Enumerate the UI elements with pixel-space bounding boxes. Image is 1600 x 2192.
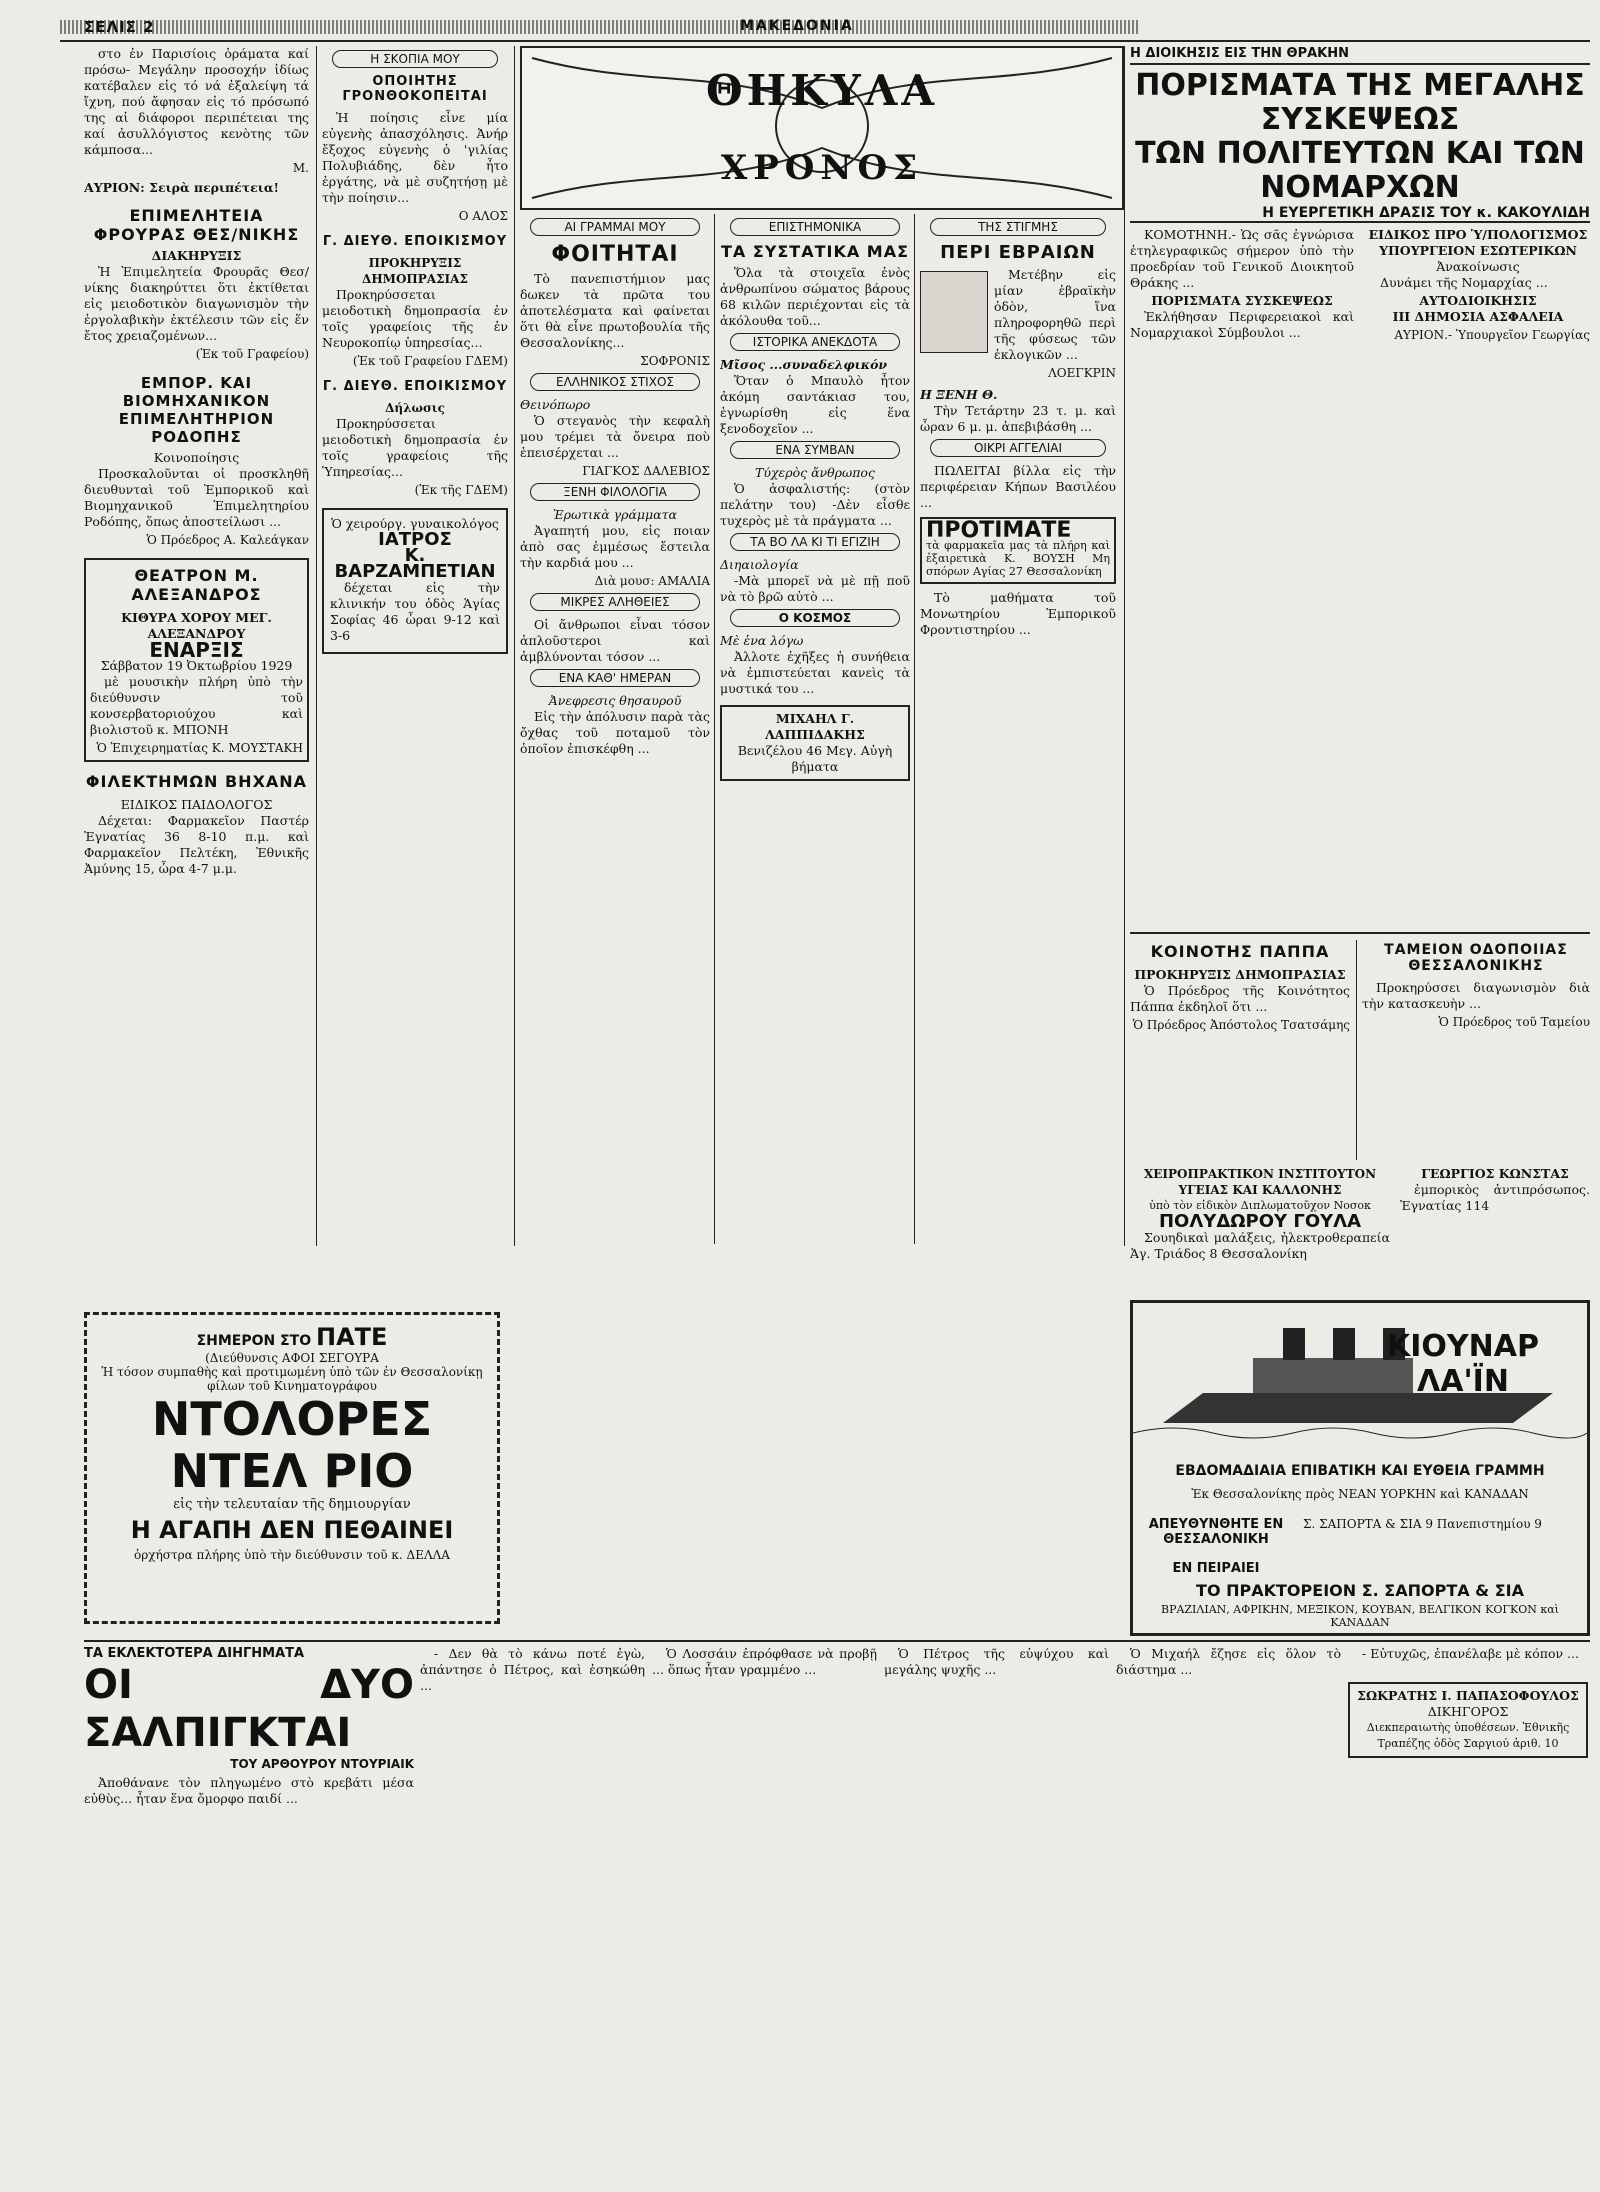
koinotis-subtitle: ΠΡΟΚΗΡΥΞΙΣ ΔΗΜΟΠΡΑΣΙΑΣ <box>1134 967 1346 982</box>
pate-direction: (Διεύθυνσις ΑΦΟΙ ΣΕΓΟΥΡΑ <box>205 1351 379 1365</box>
porismata-head: ΠΟΡΙΣΜΑΤΑ ΣΥΣΚΕΨΕΩΣ <box>1151 293 1333 308</box>
article-text: ΚΟΜΟΤΗΝΗ.- Ὡς σᾶς ἐγνώρισα ἐτηλεγραφικῶς σήμερον ὑπὸ τὴν προεδρίαν τοῦ Γενικοῦ Διοικητοῦ Θράκης ... <box>1130 227 1354 290</box>
hist-text: Ὅταν ὁ Μπαυλὸ ἦτον ἀκόμη σαντάκιασ του, ἐγνωρίσθη εἰς ἕνα ξενοδοχεῖον ... <box>720 373 910 436</box>
ypourg-text: Δυνάμει τῆς Νομαρχίας ... <box>1380 275 1548 290</box>
article-text: στο ἐν Παρισίοις ὁράματα καί πρόσω- Μεγάλην προσοχήν ἰδίως κατέβαλεν εἰς τό νά ἐξαλείψη τά ἴχνη, πού ἄφησαν εἰς τό πρόσωπό της αἱ διάφοροι περιπέτειαι της καί ἀσυλλόγιστος κενὸτης τῶν κάμποσα... <box>84 46 309 157</box>
big-headline-1: ΠΟΡΙΣΜΑΤΑ ΤΗΣ ΜΕΓΑΛΗΣ ΣΥΣΚΕΨΕΩΣ <box>1135 68 1585 137</box>
notice-text: Ἡ Ἐπιμελητεία Φρουρᾶς Θεσ/νίκης διακηρύττει ὅτι ἐκτίθεται εἰς μειοδοτικὸν διαγωνισμὸν τὴν ἐργολαβικὴν ἐκτέλεσιν τῶν εἰς ἕν ἔτος χρειαζομένων... <box>84 264 309 343</box>
column-divider <box>1124 46 1125 1246</box>
header-rule-line <box>60 40 1590 42</box>
chamber-signature: Ὁ Πρόεδρος Α. Καλεάγκαν <box>146 533 309 547</box>
story-kicker: ΤΑ ΕΚΛΕΚΤΟΤΕΡΑ ΔΙΗΓΗΜΑΤΑ <box>84 1646 305 1661</box>
portrait-image <box>920 271 988 353</box>
column-divider <box>1356 940 1357 1160</box>
xeir-text: Σουηδικαὶ μαλάξεις, ἠλεκτροθεραπεία Ἁγ. Τριάδος 8 Θεσσαλονίκη <box>1130 1230 1390 1261</box>
theatre-line1: ΚΙΘΥΡΑ ΧΟΡΟΥ ΜΕΓ. ΑΛΕΞΑΝΔΡΟΥ <box>121 610 272 641</box>
eidikos-head: ΕΙΔΙΚΟΣ ΠΡΟ Ὑ/ΠΟΛΟΓΙΣΜΟΣ <box>1368 227 1588 242</box>
doctor-text: δέχεται εἰς τὴν κλινικήν του ὁδὸς Ἁγίας Σοφίας 46 ὧραι 9-12 καὶ 3-6 <box>330 580 500 643</box>
pate-cinema-name: ΠΑΤΕ <box>315 1323 388 1351</box>
doctor-title: ΙΑΤΡΟΣ <box>378 529 452 550</box>
doctor-name: Κ. ΒΑΡΖΑΜΠΕΤΙΑΝ <box>334 545 496 582</box>
koinotis-signature: Ὁ Πρόεδρος Ἀπόστολος Τσατσάμης <box>1132 1018 1350 1032</box>
column-1 <box>84 46 309 1266</box>
verse-title: Θεινόπωρο <box>520 397 591 412</box>
article-signature: Ο ΑΛΟΣ <box>458 209 508 223</box>
ypourg-signature: ΑΥΡΙΟΝ.- Ὑπουργεῖον Γεωργίας <box>1394 328 1590 342</box>
chamber-subtitle: Κοινοποίησις <box>153 450 240 465</box>
newspaper-name: ΜΑΚΕΔΟΝΙΑ <box>740 18 854 34</box>
section-head: ΕΠΙΣΤΗΜΟΝΙΚΑ <box>730 218 900 236</box>
page-header <box>0 0 1600 36</box>
xenth-text: Τὴν Τετάρτην 23 τ. μ. καὶ ὧραν 6 μ. μ. ἀπεβιβάσθη ... <box>920 403 1116 434</box>
hist-head: ΙΣΤΟΡΙΚΑ ΑΝΕΚΔΟΤΑ <box>730 333 900 351</box>
lawyer-ad <box>720 705 910 781</box>
verse-head: ΕΛΛΗΝΙΚΟΣ ΣΤΙΧΟΣ <box>530 373 700 391</box>
article-title: ΦΟΙΤΗΤΑΙ <box>551 242 679 267</box>
article-text: Ἡ ποίησις εἶνε μία εὐγενὴς ἀπασχόλησις. Ἀνήρ ἔξοχος εὐγενὴς ὁ 'γιλίας Πολυβιάδης, δὲν ἦτο ἐργάτης, νὰ μὲ συζητήσῃ μὲ τὴν ποίησιν... <box>322 110 508 205</box>
chamber-title: ΕΜΠΟΡ. ΚΑΙ ΒΙΟΜΗΧΑΝΙΚΟΝ ΕΠΙΜΕΛΗΤΗΡΙΟΝ ΡΟΔΟΠΗΣ <box>118 374 275 446</box>
xen-signature: Διὰ μουσ: ΑΜΑΛΙΑ <box>594 574 710 588</box>
section-rule <box>1130 932 1590 934</box>
banner-title: ΘΗΚΥΛΑ <box>706 66 938 115</box>
dim-title: Γ. ΔΙΕΥΘ. ΕΠΟΙΚΙΣΜΟΥ <box>322 234 508 249</box>
column-6 <box>1130 46 1590 926</box>
star-name-2: ΝΤΕΛ ΡΙΟ <box>170 1444 414 1498</box>
story-column-6 <box>1348 1646 1588 2186</box>
story-paragraph: - Δεν θὰ τὸ κάνω ποτέ ἐγὼ, ἀπάντησε ὁ Πέτρος, καὶ ἐσηκώθη ... <box>420 1646 645 1693</box>
xenp-head: ΕΝΑ ΣΥΜΒΑΝ <box>730 441 900 459</box>
column-2 <box>322 46 508 1306</box>
story-column-5 <box>1116 1646 1341 2186</box>
column-head: Η ΣΚΟΠΙΑ ΜΟΥ <box>332 50 498 68</box>
xenp-text: Ὁ ἀσφαλιστής: (στὸν πελάτην του) -Δὲν εἶσθε τυχερὸς μὲ τὰ πράγματα ... <box>720 481 910 528</box>
doctor-specialty: ΕΙΔΙΚΟΣ ΠΑΙΔΟΛΟΓΟΣ <box>120 797 273 812</box>
story-paragraph: Ὁ Μιχαήλ ἔζησε εἰς ὅλον τὸ διάστημα ... <box>1116 1646 1341 1677</box>
lawyer-card-name: ΣΩΚΡΑΤΗΣ Ι. ΠΑΠΑΣΟΦΟΥΛΟΣ <box>1357 1688 1579 1703</box>
mikres-head: ΜΙΚΡΕΣ ΑΛΗΘΕΙΕΣ <box>530 593 700 611</box>
lawyer-card <box>1348 1682 1588 1758</box>
story-column-4 <box>884 1646 1109 2186</box>
dim2-signature: (Ἐκ τῆς ΓΔΕΜ) <box>414 483 508 497</box>
top-line: Η ΔΙΟΙΚΗΣΙΣ ΕΙΣ ΤΗΝ ΘΡΑΚΗΝ <box>1130 46 1590 65</box>
ypourg-head: ΥΠΟΥΡΓΕΙΟΝ ΕΣΩΤΕΡΙΚΩΝ <box>1379 243 1577 258</box>
xeir-name: ΠΟΛΥΔΩΡΟΥ ΓΟΥΛΑ <box>1158 1211 1362 1232</box>
pate-today <box>87 1323 497 1351</box>
dim-text: Προκηρύσσεται μειοδοτικὴ δημοπρασία ἐν τοῖς γραφείοις τῆς ἐν Νευροκοπίῳ ὑπηρεσίας... <box>322 287 508 350</box>
theatre-text: μὲ μουσικὴν πλήρη ὑπὸ τὴν διεύθυνσιν τοῦ κονσερβατοριούχου καὶ βιολιστοῦ κ. ΜΠΟΝΗ <box>90 674 303 737</box>
kosmos-title: Μὲ ἐνα λόγω <box>720 633 804 648</box>
section-head: ΑΙ ΓΡΑΜΜΑΙ ΜΟΥ <box>530 218 700 236</box>
article-title: ΠΕΡΙ ΕΒΡΑΙΩΝ <box>940 242 1096 263</box>
ship-title: ΚΙΟΥΝΑΡ ΛΑ'ΪΝ <box>1387 1329 1539 1399</box>
agents-right: Σ. ΣΑΠΟΡΤΑ & ΣΙΑ 9 Πανεπιστημίου 9 <box>1303 1517 1542 1531</box>
lawyer-card-title: ΔΙΚΗΓΟΡΟΣ <box>1427 1704 1509 1719</box>
story-paragraph: Ὁ Λοσσάιν ἐπρόφθασε νὰ προβῇ ... ὅπως ἦταν γραμμένο ... <box>652 1646 877 1677</box>
hist-title: Μῖσος ...συναδελφικόν <box>720 357 888 372</box>
lawyer-address: Βενιζέλου 46 Μεγ. Αὐγὴ βήματα <box>737 743 893 774</box>
dim2-text: Προκηρύσσεται μειοδοτικὴ δημοπρασία ἐν τοῖς γραφείοις τῆς Ὑπηρεσίας... <box>322 416 508 479</box>
protimate-ad <box>920 517 1116 584</box>
konstas-text: ἐμπορικὸς ἀντιπρόσωπος. Ἐγνατίας 114 <box>1400 1182 1590 1213</box>
konstas-ad <box>1400 1166 1590 1296</box>
article-text: Ὅλα τὰ στοιχεῖα ἐνὸς ἀνθρωπίνου σώματος βάρους 68 κιλῶν περιέχονται εἰς τὰ ἀκόλουθα τοῦ... <box>720 265 910 328</box>
doctor-text: Δέχεται: Φαρμακεῖον Παστέρ Ἐγνατίας 36 8-10 π.μ. καὶ Φαρμακεῖον Πελτέκη, Ἐθνικῆς Ἀμύνης 15, ὧρα 4-7 μ.μ. <box>84 813 309 876</box>
lawyer-card-text: Διεκπεραιωτὴς ὑποθέσεων. Ἐθνικῆς Τραπέζης ὁδὸς Σαργιού ἀριθ. 10 <box>1366 1721 1570 1750</box>
ena-head: ΕΝΑ ΚΑΘ' ΗΜΕΡΑΝ <box>530 669 700 687</box>
koinotis-title: ΚΟΙΝΟΤΗΣ ΠΑΠΠΑ <box>1150 942 1330 961</box>
page-label: ΣΕΛΙΣ 2 <box>84 18 155 36</box>
big-headline-2: ΤΩΝ ΠΟΛΙΤΕΥΤΩΝ ΚΑΙ ΤΩΝ ΝΟΜΑΡΧΩΝ <box>1135 136 1585 205</box>
praktoreion: ΤΟ ΠΡΑΚΤΟΡΕΙΟΝ Σ. ΣΑΠΟΡΤΑ & ΣΙΑ <box>1196 1581 1524 1600</box>
tameion-title: ΤΑΜΕΙΟΝ ΟΔΟΠΟΙΙΑΣ ΘΕΣΣΑΛΟΝΙΚΗΣ <box>1384 942 1568 974</box>
chiropractic-ad <box>1130 1166 1390 1296</box>
kosmos-head: Ο ΚΟΣΜΟΣ <box>730 609 900 627</box>
tameion-signature: Ὁ Πρόεδρος τοῦ Ταμείου <box>1438 1015 1590 1029</box>
chamber-text: Προσκαλοῦνται οἱ προσκληθῆ διευθυνταὶ τοῦ Ἐμπορικοῦ καὶ Βιομηχανικοῦ Ἐπιμελητηρίου Ροδόπης, ὅπως ἀποστείλωσι ... <box>84 466 309 529</box>
star-name-1: ΝΤΟΛΟΡΕΣ <box>151 1392 433 1446</box>
kosmos-text: Ἀλλοτε ἐχῆξες ἡ συνήθεια νὰ ἐμπιστεύεται κανεὶς τὰ μυστικά του ... <box>720 649 910 696</box>
xenp2-text: -Μὰ μπορεῖ νὰ μὲ πῇ ποῦ νὰ τὸ βρῶ αὐτὸ ... <box>720 573 910 604</box>
theatre-title: ΘΕΑΤΡΟΝ Μ. ΑΛΕΞΑΝΔΡΟΣ <box>131 566 262 604</box>
theatre-signature: Ὁ Ἐπιχειρηματίας Κ. ΜΟΥΣΤΑΚΗ <box>96 741 303 755</box>
xen-text: Ἀγαπητή μου, εἰς ποιαν ἀπὸ σας ἐμμέσως ἔστειλα τὴν καρδιά μου ... <box>520 523 710 570</box>
ship-text: Ἐκ Θεσσαλονίκης πρὸς ΝΕΑΝ ΥΟΡΚΗΝ καὶ ΚΑΝΑΔΑΝ <box>1191 1487 1529 1501</box>
dim2-title: Γ. ΔΙΕΥΘ. ΕΠΟΙΚΙΣΜΟΥ <box>322 379 508 394</box>
ship-subtitle: ΕΒΔΟΜΑΔΙΑΙΑ ΕΠΙΒΑΤΙΚΗ ΚΑΙ ΕΥΘΕΙΑ ΓΡΑΜΜΗ <box>1175 1463 1545 1479</box>
column-5 <box>920 214 1116 1254</box>
koinotis-text: Ὁ Πρόεδρος τῆς Κοινότητος Πάππα ἐκδηλοῖ ὅτι ... <box>1130 983 1350 1014</box>
article-title: ΟΠΟΙΗΤΗΣ ΓΡΟΝΘΟΚΟΠΕΙΤΑΙ <box>342 74 488 104</box>
section-head: ΤΗΣ ΣΤΙΓΜΗΣ <box>930 218 1106 236</box>
peiraieus: ΕΝ ΠΕΙΡΑΙΕΙ <box>1172 1561 1260 1576</box>
story-author: ΤΟΥ ΑΡΘΟΥΡΟΥ ΝΤΟΥΡΙΑΙΚ <box>230 1757 414 1771</box>
mikres-text: Οἱ ἄνθρωποι εἶναι τόσον ἀπλοῦστεροι καὶ ἀμβλύνονται τόσον ... <box>520 617 710 664</box>
ikria-head: ΟΙΚΡΙ ΑΓΓΕΛΙΑΙ <box>930 439 1106 457</box>
theatre-date: Σάββατον 19 Ὀκτωβρίου 1929 <box>100 658 293 673</box>
notice-title: ΕΠΙΜΕΛΗΤΕΙΑ ΦΡΟΥΡΑΣ ΘΕΣ/ΝΙΚΗΣ <box>93 206 300 244</box>
lawyer-name: ΜΙΧΑΗΛ Γ. ΛΑΠΠΙΔΑΚΗΣ <box>765 711 865 742</box>
dim-signature: (Ἐκ τοῦ Γραφείου ΓΔΕΜ) <box>352 354 508 368</box>
article-columns <box>1130 227 1590 343</box>
xen-title: Ἐρωτικὰ γράμματα <box>553 507 677 522</box>
theatre-line2: ΕΝΑΡΞΙΣ <box>149 638 244 662</box>
tameion-text: Προκηρύσσει διαγωνισμὸν διὰ τὴν κατασκευὴν ... <box>1362 980 1590 1011</box>
dim2-subtitle: Δήλωσις <box>385 401 445 415</box>
pate-line-2: εἰς τὴν τελευταίαν τῆς δημιουργίαν <box>173 1497 411 1512</box>
xenth-head: Η ΞΕΝΗ Θ. <box>920 387 998 402</box>
story-paragraph: Ὁ Πέτρος τῆς εὐψύχου καὶ μεγάλης ψυχῆς ... <box>884 1646 1109 1677</box>
dim-subtitle: ΠΡΟΚΗΡΥΞΙΣ ΔΗΜΟΠΡΑΣΙΑΣ <box>362 256 468 286</box>
pate-cinema-ad <box>84 1312 500 1624</box>
verse-signature: ΓΙΑΓΚΟΣ ΔΑΛΕΒΙΟΣ <box>582 464 710 478</box>
signature: Μ. <box>292 161 309 175</box>
column-3 <box>520 214 710 1254</box>
doctor-intro: Ὁ χειρούργ. γυναικολόγος <box>331 516 499 531</box>
ikria-text: ΠΩΛΕΙΤΑΙ βίλλα εἰς τὴν περιφέρειαν Κήπων Βασιλέου ... <box>920 463 1116 510</box>
story-column-3 <box>652 1646 877 2186</box>
pate-today-label: ΣΗΜΕΡΟΝ ΣΤΟ <box>196 1333 312 1349</box>
column-divider <box>316 46 317 1246</box>
article-text: Μετέβην εἰς μίαν ἑβραϊκὴν ὁδὸν, ἵνα πληροφορηθῶ περὶ τῆς φύσεως τῶν ἐκλογικῶν ... <box>994 267 1116 362</box>
xenp2-head: ΤΑ ΒΟ ΛΑ ΚΙ ΤΙ ΕΓΙΖΙΗ <box>730 533 900 551</box>
story-title: ΟΙ ΔΥΟ ΣΑΛΠΙΓΚΤΑΙ <box>84 1662 414 1756</box>
theatre-ad <box>84 558 309 762</box>
ena-title: Ἀνεφρεσις θησαυροῦ <box>548 693 682 708</box>
tameion-notice <box>1362 940 1590 1160</box>
rest-text: Τὸ μαθήματα τοῦ Μονωτηρίου Ἐμπορικοῦ Φροντιστηρίου ... <box>920 590 1116 637</box>
xeir-subtitle: ὑπὸ τὸν εἰδικὸν Διπλωματοῦχον Νοσοκ <box>1149 1199 1371 1212</box>
column-divider <box>514 46 515 1246</box>
story-paragraph: Ἀποθάνανε τὸν πληγωμένο στὸ κρεβάτι μέσα εὐθὺς... ἦταν ἕνα ὄμορφο παιδί ... <box>84 1775 414 1806</box>
article-signature: ΣΟΦΡΟΝΙΣ <box>640 354 710 368</box>
banner-subtitle: ΧΡΟΝΟΣ <box>720 148 924 188</box>
auto-head: ΑΥΤΟΔΙΟΙΚΗΣΙΣ <box>1419 293 1537 308</box>
konstas-name: ΓΕΩΡΓΙΟΣ ΚΩΝΣΤΑΣ <box>1421 1166 1569 1181</box>
ygeia-head: ΙΙΙ ΔΗΜΟΣΙΑ ΑΣΦΑΛΕΙΑ <box>1392 309 1564 324</box>
article-title: ΤΑ ΣΥΣΤΑΤΙΚΑ ΜΑΣ <box>720 242 910 261</box>
doctor-box <box>322 508 508 654</box>
story-column-1 <box>84 1646 414 2186</box>
film-title: Η ΑΓΑΠΗ ΔΕΝ ΠΕΘΑΙΝΕΙ <box>130 1516 454 1544</box>
ena-text: Εἰς τὴν ἀπόλυσιν παρὰ τὰς ὄχθας τοῦ ποταμοῦ τὸν ὁποῖον ἐπισκέφθη ... <box>520 709 710 756</box>
header-rule <box>60 20 1140 34</box>
xeir-title: ΧΕΙΡΟΠΡΑΚΤΙΚΟΝ ΙΝΣΤΙΤΟΥΤΟΝ ΥΓΕΙΑΣ ΚΑΙ ΚΑΛΛΟΝΗΣ <box>1143 1167 1377 1197</box>
article-text-2: Ἐκλήθησαν Περιφερειακοὶ καὶ Νομαρχιακοὶ Σύμβουλοι ... <box>1130 309 1354 340</box>
doctor-ad <box>84 772 309 877</box>
column-divider <box>714 214 715 1244</box>
pate-line-3: ὀρχήστρα πλήρης ὑπὸ τὴν διεύθυνσιν τοῦ κ. ΔΕΛΛΑ <box>134 1548 450 1562</box>
ship-ad <box>1130 1300 1590 1636</box>
center-banner <box>520 46 1124 210</box>
praktoreion-text: ΒΡΑΖΙΛΙΑΝ, ΑΦΡΙΚΗΝ, ΜΕΞΙΚΟΝ, ΚΟΥΒΑΝ, ΒΕΛΓΙΚΟΝ ΚΟΓΚΟΝ καὶ ΚΑΝΑΔΑΝ <box>1160 1603 1559 1629</box>
article-signature: ΛΟΕΓΚΡΙΝ <box>1048 366 1116 380</box>
xenp2-title: Διηαιολογία <box>720 557 799 572</box>
notice-signature: (Ἐκ τοῦ Γραφείου) <box>195 347 309 361</box>
protimate-text: τὰ φαρμακεῖα μας τὰ πλήρη καὶ ἐξαιρετικὰ Κ. ΒΟΥΣΗ Μη σπόρων Αγίας 27 Θεσσαλονίκη <box>926 539 1110 578</box>
next-notice: ΑΥΡΙΟΝ: Σειρὰ περιπέτεια! <box>84 180 279 195</box>
ypourg-subtitle: Ἀνακοίνωσις <box>1436 259 1520 274</box>
story-paragraph: - Εὐτυχῶς, ἐπανέλαβε μὲ κόπον ... <box>1362 1646 1580 1661</box>
agents-left: ΑΠΕΥΘΥΝΘΗΤΕ ΕΝ ΘΕΣΣΑΛΟΝΙΚΗ <box>1148 1517 1284 1547</box>
xen-head: ΞΕΝΗ ΦΙΛΟΛΟΓΙΑ <box>530 483 700 501</box>
story-rule <box>84 1640 1590 1642</box>
story-column-2 <box>420 1646 645 2186</box>
article-text: Τὸ πανεπιστήμιον μας δωκεν τὰ πρῶτα του ἀποτελέσματα καὶ φαίνεται ὅτι θὰ εἶνε πρωτοβουλία τῆς Θεσσαλονίκης... <box>520 271 710 350</box>
verse-text: Ὁ στεγανὸς τὴν κεφαλὴ μου τρέμει τὰ ὄνειρα ποὺ ἐπεισέρχεται ... <box>520 413 710 460</box>
xenp-title: Τύχερὸς ἄνθρωπος <box>755 465 875 480</box>
pate-line: Ἡ τόσον συμπαθὴς καὶ προτιμωμένη ὑπὸ τῶν ἐν Θεσσαλονίκῃ φίλων τοῦ Κινηματογράφου <box>101 1365 483 1393</box>
column-4 <box>720 214 910 1254</box>
column-divider <box>914 214 915 1244</box>
koinotis-notice <box>1130 940 1350 1160</box>
notice-subtitle: ΔΙΑΚΗΡΥΞΙΣ <box>151 248 242 263</box>
doctor-name: ΦΙΛΕΚΤΗΜΩΝ ΒΗΧΑΝΑ <box>85 772 308 791</box>
protimate-title: ΠΡΟΤΙΜΑΤΕ <box>926 518 1072 543</box>
subtitle: Η ΕΥΕΡΓΕΤΙΚΗ ΔΡΑΣΙΣ ΤΟΥ κ. ΚΑΚΟΥΛΙΔΗ <box>1130 205 1590 223</box>
